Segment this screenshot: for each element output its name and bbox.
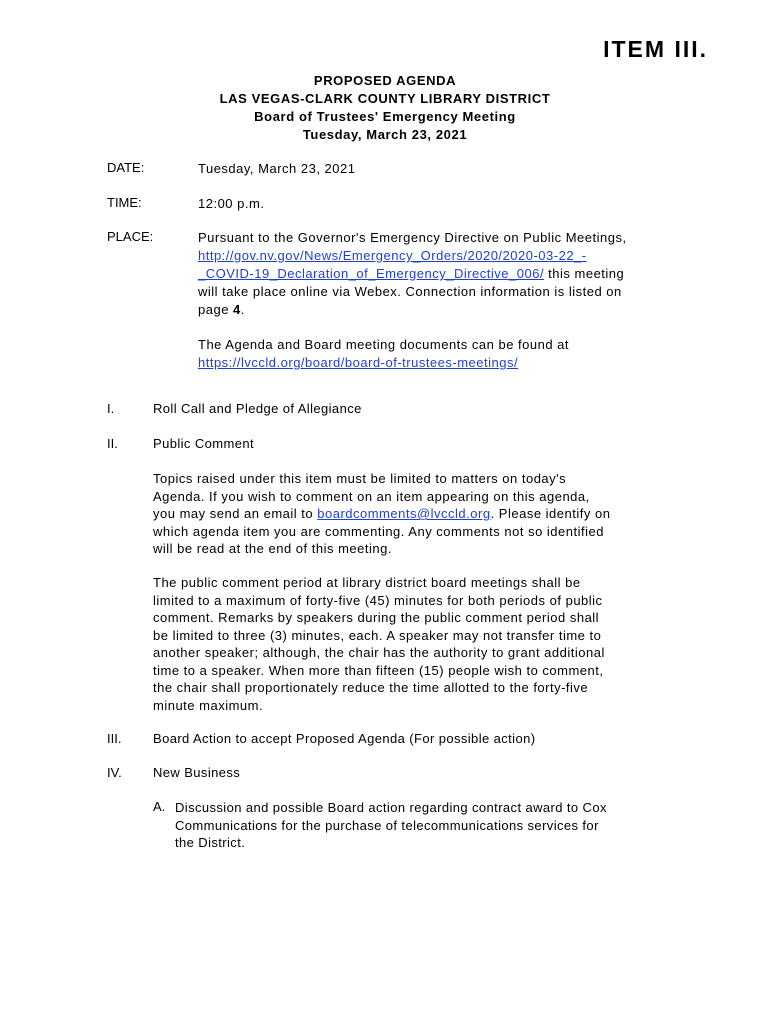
date-label: DATE: bbox=[107, 160, 145, 175]
paragraph-line: be limited to three (3) minutes, each. A speaker may not transfer time to bbox=[153, 627, 602, 643]
header-meeting-date: Tuesday, March 23, 2021 bbox=[302, 127, 468, 142]
place-label: PLACE: bbox=[107, 229, 154, 244]
paragraph-line: limited to a maximum of forty-five (45) minutes for both periods of public bbox=[153, 592, 603, 608]
place-line: will take place online via Webex. Connection information is listed on bbox=[198, 284, 622, 299]
paragraph-line: . Please identify on bbox=[490, 506, 611, 521]
place-description bbox=[198, 229, 683, 372]
sub-item-contract-award bbox=[175, 799, 675, 852]
paragraph-line: Discussion and possible Board action regarding contract award to Cox bbox=[175, 800, 607, 815]
public-comment-instructions bbox=[153, 470, 678, 558]
governor-directive-link[interactable]: http://gov.nv.gov/News/Emergency_Orders/2020/2020-03-22_- bbox=[198, 248, 587, 263]
paragraph-line: you may send an email to bbox=[153, 506, 318, 521]
paragraph-line: minute maximum. bbox=[153, 697, 264, 713]
paragraph-line: which agenda item you are commenting. Any comments not so identified bbox=[153, 523, 604, 539]
agenda-item-number: III. bbox=[107, 731, 122, 746]
agenda-item-number: I. bbox=[107, 401, 115, 416]
paragraph-line: will be read at the end of this meeting. bbox=[153, 541, 392, 556]
public-comment-rules bbox=[153, 574, 678, 714]
agenda-item-number: II. bbox=[107, 436, 118, 451]
date-value: Tuesday, March 23, 2021 bbox=[198, 161, 356, 176]
place-line: page bbox=[198, 302, 234, 317]
governor-directive-link-cont[interactable]: _COVID-19_Declaration_of_Emergency_Directive_006/ bbox=[198, 266, 545, 281]
place-line: Pursuant to the Governor's Emergency Directive on Public Meetings, bbox=[198, 230, 627, 245]
agenda-item-accept-agenda: Board Action to accept Proposed Agenda (For possible action) bbox=[153, 731, 536, 746]
documents-line: The Agenda and Board meeting documents can be found at bbox=[198, 337, 570, 352]
paragraph-line: Communications for the purchase of telecommunications services for bbox=[175, 817, 599, 833]
header-proposed-agenda: PROPOSED AGENDA bbox=[313, 73, 457, 88]
header-district-name: LAS VEGAS-CLARK COUNTY LIBRARY DISTRICT bbox=[219, 91, 551, 106]
paragraph-line: time to a speaker. When more than fifteen (15) people wish to comment, bbox=[153, 662, 604, 678]
page-number: 4 bbox=[233, 302, 241, 317]
agenda-item-new-business: New Business bbox=[153, 765, 241, 780]
item-title: ITEM III. bbox=[603, 36, 708, 62]
paragraph-line: Topics raised under this item must be limited to matters on today's bbox=[153, 471, 567, 486]
paragraph-line: the chair shall proportionately reduce the time allotted to the forty-five bbox=[153, 680, 589, 695]
paragraph-line: the District. bbox=[175, 835, 246, 850]
time-value: 12:00 p.m. bbox=[198, 196, 265, 211]
agenda-item-number: IV. bbox=[107, 765, 122, 780]
board-comments-email-link[interactable]: boardcomments@lvccld.org bbox=[317, 506, 491, 521]
agenda-item-public-comment: Public Comment bbox=[153, 436, 254, 451]
board-documents-link[interactable]: https://lvccld.org/board/board-of-trustees-meetings/ bbox=[198, 355, 519, 370]
header-meeting-name: Board of Trustees' Emergency Meeting bbox=[254, 109, 516, 124]
time-label: TIME: bbox=[107, 195, 142, 210]
paragraph-line: another speaker; although, the chair has the authority to grant additional bbox=[153, 645, 605, 660]
sub-item-letter: A. bbox=[153, 799, 166, 814]
paragraph-line: comment. Remarks by speakers during the public comment period shall bbox=[153, 610, 600, 625]
paragraph-line: Agenda. If you wish to comment on an item appearing on this agenda, bbox=[153, 488, 590, 504]
paragraph-line: The public comment period at library district board meetings shall be bbox=[153, 575, 581, 590]
place-line: . bbox=[240, 302, 245, 317]
agenda-item-roll-call: Roll Call and Pledge of Allegiance bbox=[153, 401, 362, 416]
place-line: this meeting bbox=[544, 266, 625, 281]
agenda-header bbox=[0, 72, 770, 144]
